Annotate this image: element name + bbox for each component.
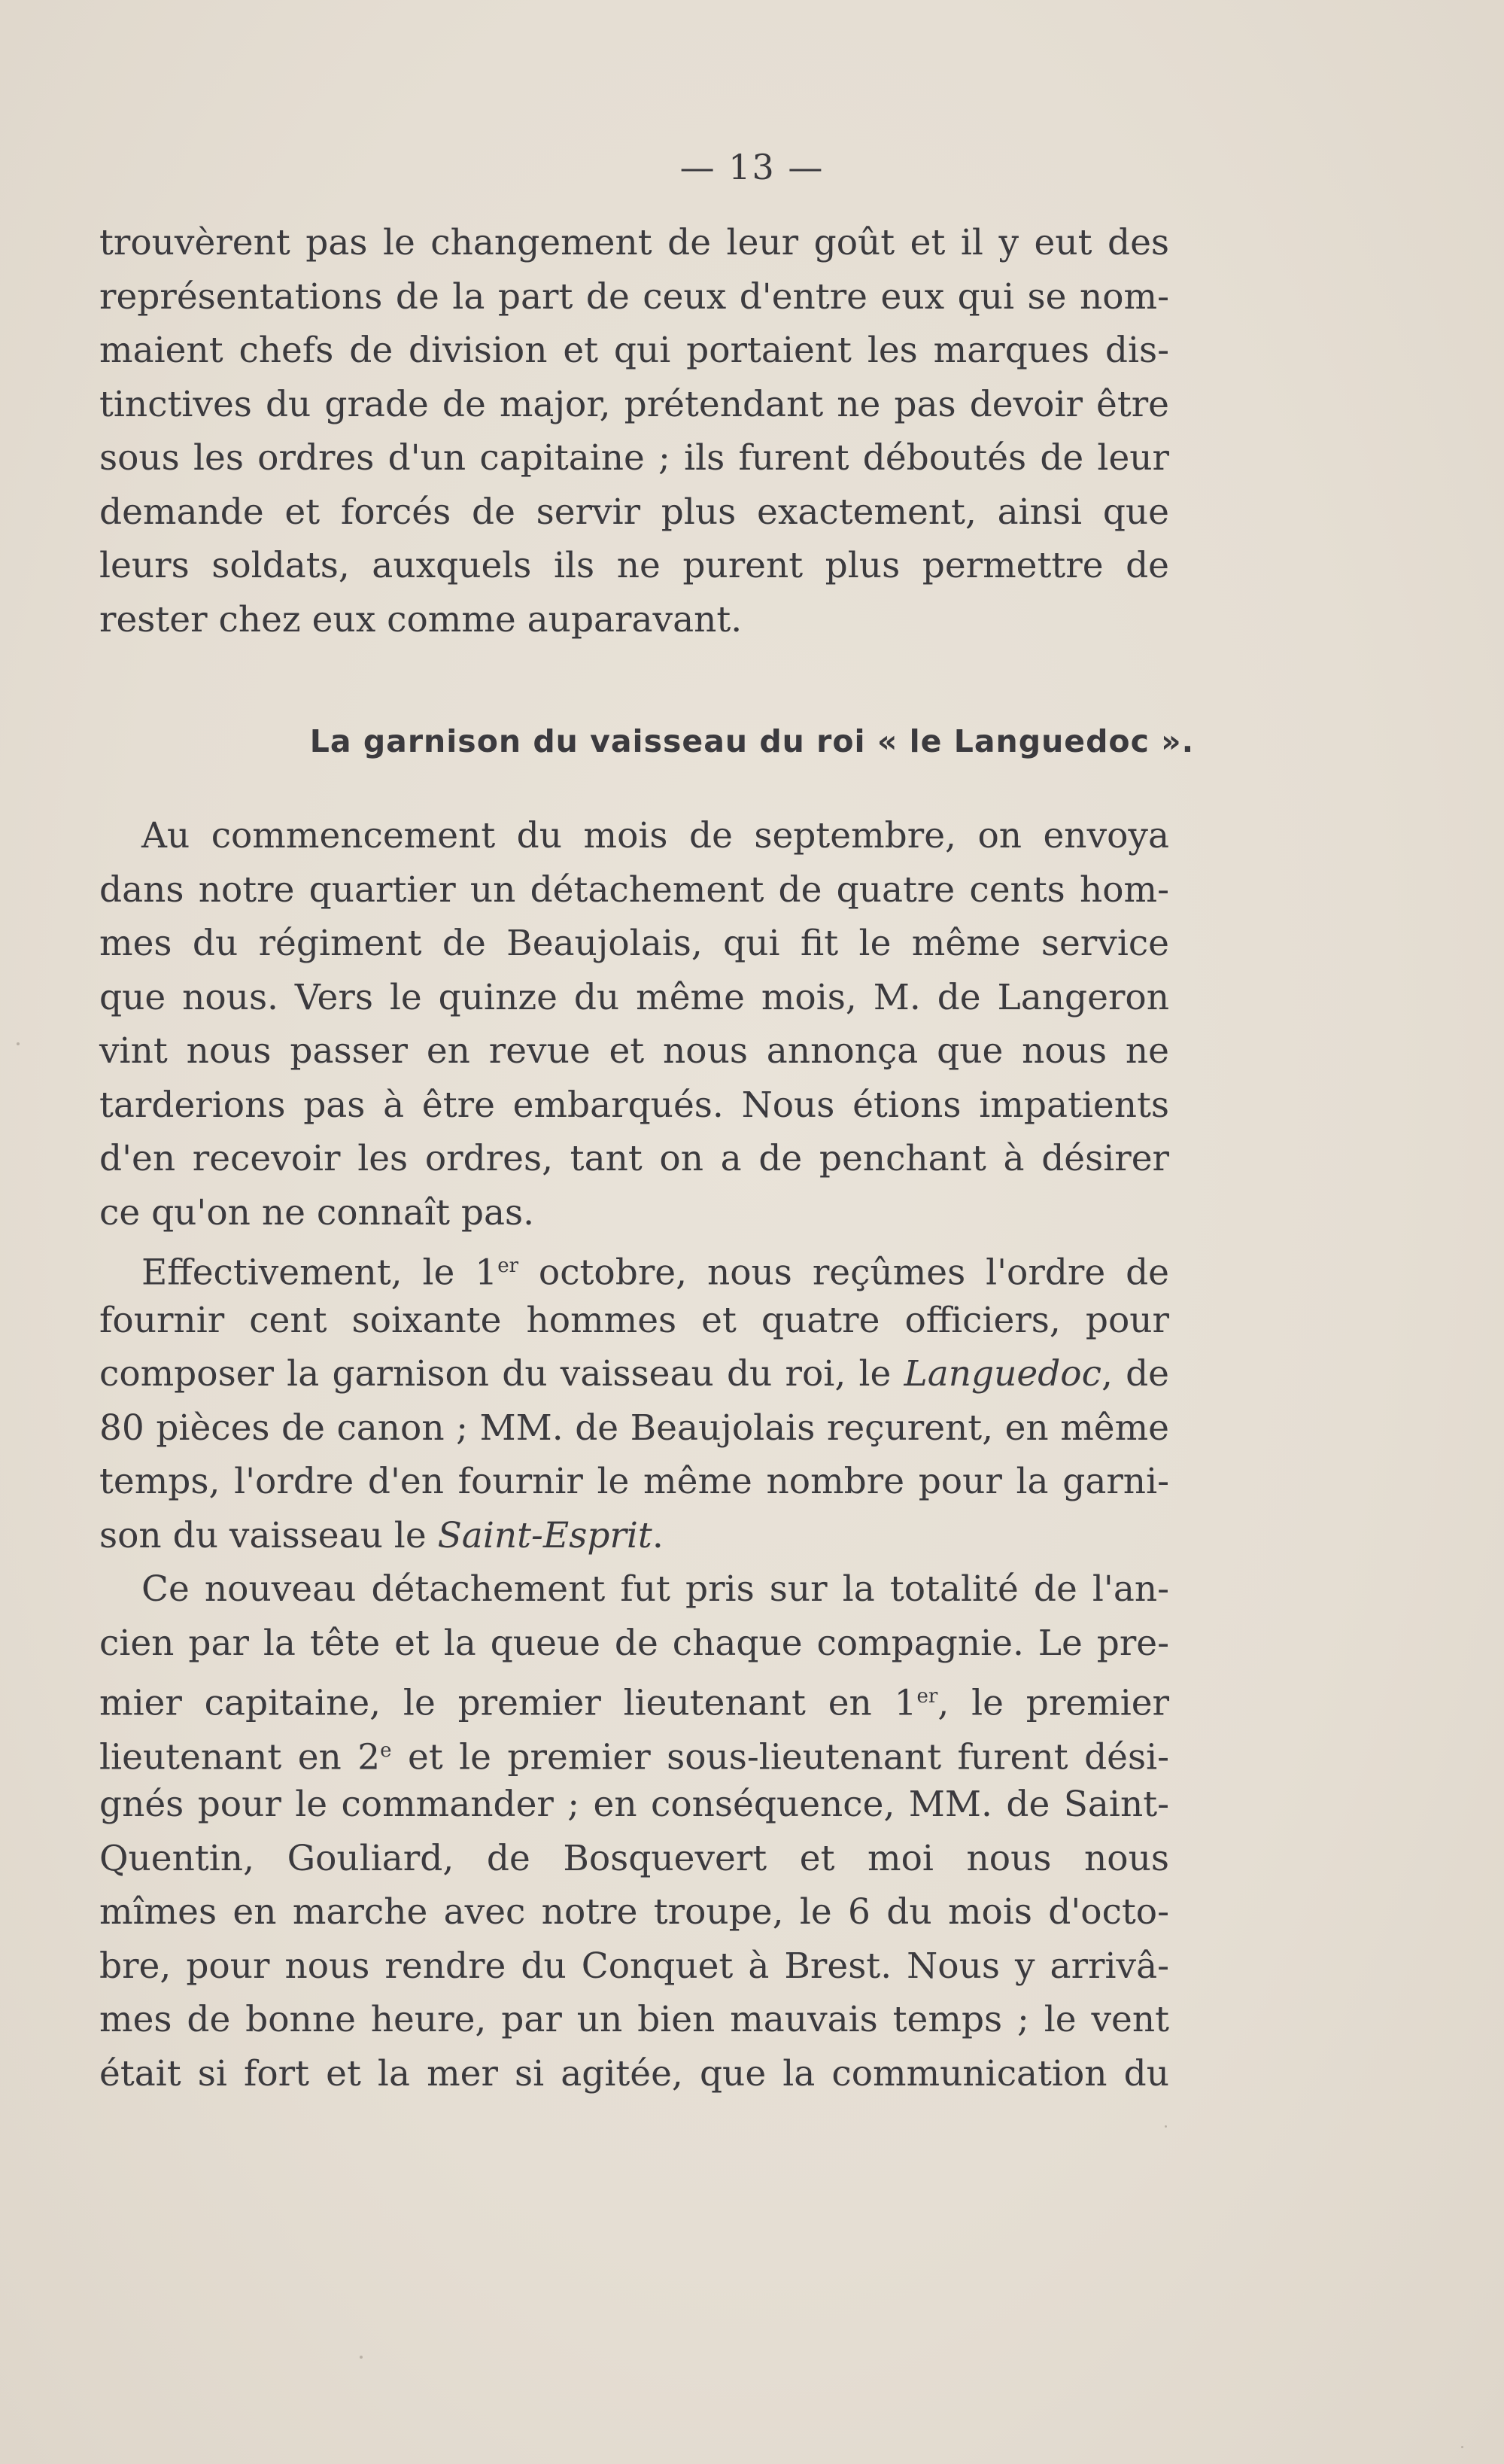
- text-line: son du vaisseau le Saint-Esprit.: [99, 1514, 664, 1556]
- text-line: fournir cent soixante hommes et quatre officiers, pour: [99, 1299, 1169, 1341]
- text-line: 80 pièces de canon ; MM. de Beaujolais reçurent, en même: [99, 1407, 1169, 1449]
- paper-speck: [17, 1042, 20, 1045]
- page-number: — 13 —: [679, 147, 825, 187]
- text-line: Ce nouveau détachement fut pris sur la totalité de l'an-: [141, 1568, 1169, 1610]
- text-line: leurs soldats, auxquels ils ne purent plus permettre de: [99, 545, 1169, 586]
- text-line: Au commencement du mois de septembre, on envoya: [141, 815, 1169, 856]
- text-line: Quentin, Gouliard, de Bosquevert et moi nous nous: [99, 1837, 1169, 1879]
- text-line: que nous. Vers le quinze du même mois, M. de Langeron: [99, 976, 1169, 1018]
- text-line: rester chez eux comme auparavant.: [99, 598, 743, 640]
- text-line: dans notre quartier un détachement de quatre cents hom-: [99, 868, 1169, 911]
- text-line: temps, l'ordre d'en fournir le même nombre pour la garni-: [99, 1461, 1169, 1502]
- section-heading: La garnison du vaisseau du roi « le Languedoc ».: [309, 723, 1195, 759]
- text-line: ce qu'on ne connaît pas.: [99, 1191, 535, 1234]
- ship-name: Saint-Esprit: [437, 1514, 652, 1556]
- text-line: tarderions pas à être embarqués. Nous étions impatients: [99, 1084, 1169, 1126]
- paper-speck: [1461, 2446, 1463, 2448]
- text-line: cien par la tête et la queue de chaque compagnie. Le pre-: [99, 1622, 1169, 1664]
- text-line: bre, pour nous rendre du Conquet à Brest. Nous y arrivâ-: [99, 1945, 1169, 1987]
- text-line: gnés pour le commander ; en conséquence, MM. de Saint-: [99, 1784, 1169, 1825]
- text-line: d'en recevoir les ordres, tant on a de penchant à désirer: [99, 1138, 1169, 1179]
- text-line: vint nous passer en revue et nous annonça que nous ne: [99, 1030, 1169, 1072]
- body-text: [99, 809, 1169, 2100]
- superscript: e: [380, 1738, 392, 1762]
- paragraph-1: [99, 216, 1169, 646]
- text-line: maient chefs de division et qui portaient les marques dis-: [99, 330, 1169, 371]
- ship-name: Languedoc: [904, 1353, 1101, 1395]
- text-line: mîmes en marche avec notre troupe, le 6 du mois d'octo-: [99, 1891, 1169, 1933]
- text-line: demande et forcés de servir plus exactement, ainsi que: [99, 491, 1169, 533]
- text-line: sous les ordres d'un capitaine ; ils furent déboutés de leur: [99, 437, 1169, 479]
- text-line: mes du régiment de Beaujolais, qui fit le même service: [99, 923, 1169, 964]
- text-line: trouvèrent pas le changement de leur goût et il y eut des: [99, 222, 1169, 263]
- text-line: mier capitaine, le premier lieutenant en 1er, le premier: [99, 1682, 1170, 1724]
- text-line: tinctives du grade de major, prétendant ne pas devoir être: [99, 383, 1169, 425]
- paper-speck: [360, 2356, 363, 2359]
- superscript: er: [916, 1685, 938, 1708]
- text-line: mes de bonne heure, par un bien mauvais temps ; le vent: [99, 1999, 1169, 2040]
- text-line: représentations de la part de ceux d'entre eux qui se nom-: [99, 275, 1169, 318]
- text-line: Effectivement, le 1er octobre, nous reçûmes l'ordre de: [141, 1252, 1169, 1294]
- superscript: er: [497, 1255, 519, 1277]
- text-line: était si fort et la mer si agitée, que la communication du: [99, 2052, 1169, 2094]
- paper-speck: [1165, 2125, 1167, 2128]
- text-line: lieutenant en 2e et le premier sous-lieutenant furent dési-: [99, 1736, 1169, 1778]
- text-line: composer la garnison du vaisseau du roi, le Languedoc, de: [99, 1353, 1169, 1395]
